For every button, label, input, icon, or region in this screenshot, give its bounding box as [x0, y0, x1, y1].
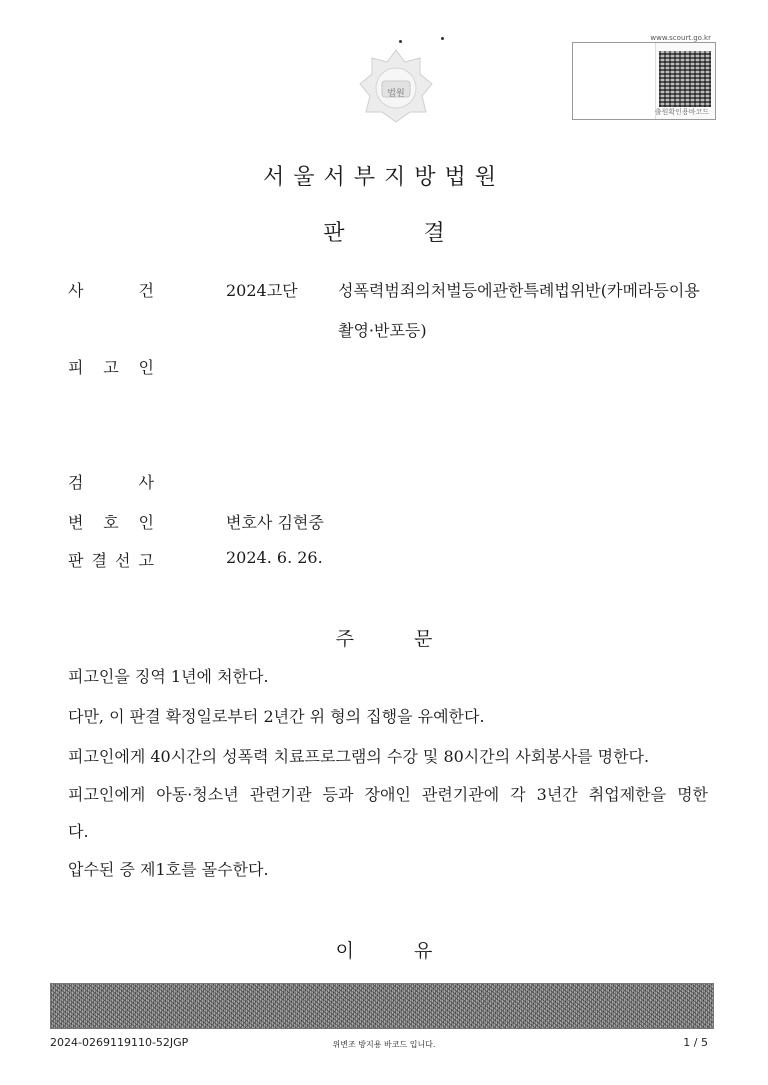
order-line: 압수된 증 제1호를 몰수한다. — [68, 860, 269, 879]
defendant-label: 피 고 인 — [68, 358, 154, 377]
qr-code-icon — [659, 51, 711, 107]
page-number: 1 / 5 — [683, 1036, 708, 1049]
sentencing-label: 판 결 선 고 — [68, 551, 154, 570]
anti-forgery-barcode — [50, 983, 714, 1029]
emblem-label: 법원 — [387, 89, 405, 99]
case-number: 2024고단 — [226, 281, 298, 300]
scan-dot — [441, 37, 444, 40]
counsel-label: 변 호 인 — [68, 513, 154, 532]
document-type: 판 결 — [323, 221, 445, 246]
barcode-notice: 위변조 방지용 바코드 입니다. — [332, 1040, 436, 1049]
sentencing-date: 2024. 6. 26. — [226, 548, 323, 567]
order-line: 다만, 이 판결 확정일로부터 2년간 위 형의 집행을 유예한다. — [68, 707, 485, 726]
security-stamp — [572, 34, 716, 120]
order-line: 피고인을 징역 1년에 처한다. — [68, 667, 269, 686]
document-id: 2024-0269119110-52JGP — [50, 1036, 189, 1049]
order-line: 피고인에게 40시간의 성폭력 치료프로그램의 수강 및 80시간의 사회봉사를 명한다. — [68, 747, 650, 766]
order-line: 다. — [68, 822, 89, 841]
prosecutor-label: 검 사 — [68, 473, 154, 492]
stamp-caption: 출원확인용바코드 — [654, 108, 709, 116]
court-name: 서울서부지방법원 — [262, 165, 506, 190]
order-line: 피고인에게 아동·청소년 관련기관 등과 장애인 관련기관에 각 3년간 취업제한을 명한 — [68, 785, 708, 804]
case-title-line2: 촬영·반포등) — [338, 321, 427, 340]
order-heading: 주 문 — [335, 628, 433, 650]
reason-heading: 이 유 — [335, 940, 433, 962]
case-label: 사 건 — [68, 281, 154, 300]
case-title-line1: 성폭력범죄의처벌등에관한특례법위반(카메라등이용 — [338, 281, 700, 300]
stamp-url: www.scourt.go.kr — [650, 34, 711, 42]
stamp-blank-area — [573, 43, 656, 119]
scan-dot — [399, 40, 402, 43]
counsel-value: 변호사 김현중 — [226, 513, 324, 532]
